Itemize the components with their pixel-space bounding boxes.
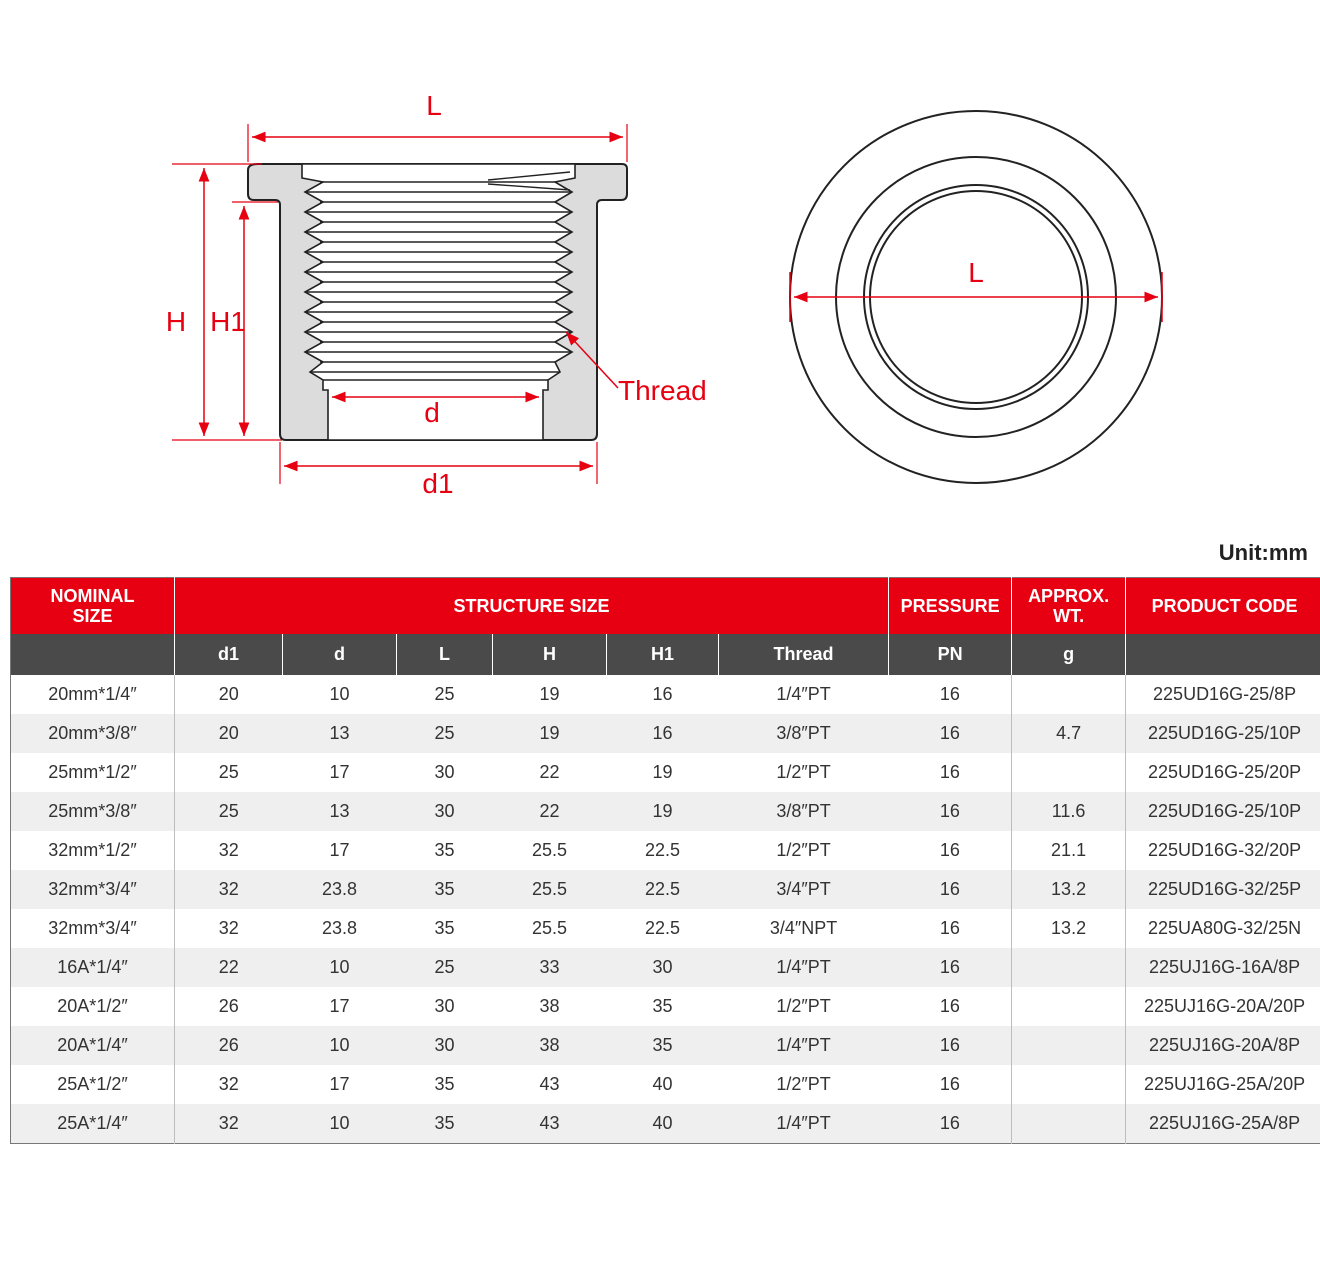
subheader-H: H <box>493 634 607 675</box>
unit-label: Unit:mm <box>1218 540 1308 565</box>
cell-nominal-size: 20mm*1/4″ <box>11 675 175 714</box>
cell-pn: 16 <box>889 1104 1012 1144</box>
cell-pn: 16 <box>889 714 1012 753</box>
cell-product-code: 225UD16G-25/10P <box>1126 792 1320 831</box>
cell-weight <box>1012 948 1126 987</box>
cell-pn: 16 <box>889 831 1012 870</box>
subheader-blank-code <box>1126 634 1320 675</box>
cell-H: 22 <box>539 762 560 782</box>
cell-d1: 32 <box>175 870 283 909</box>
header-pressure: PRESSURE <box>889 578 1012 635</box>
cell-product-code: 225UD16G-32/20P <box>1148 840 1302 860</box>
cell-H1: 30 <box>607 948 719 987</box>
dim-label-d1: d1 <box>422 468 454 499</box>
header-structure-size: STRUCTURE SIZE <box>175 578 889 635</box>
table-row <box>11 1026 1320 1065</box>
cell-L: 25 <box>397 714 493 753</box>
cell-weight: 4.7 <box>1012 714 1126 753</box>
cell-L: 30 <box>397 792 493 831</box>
cell-d: 17 <box>329 1074 350 1094</box>
cell-thread: 1/4″PT <box>776 684 831 704</box>
cell-d1: 20 <box>218 684 239 704</box>
cell-weight <box>1012 987 1126 1026</box>
cell-nominal-size: 16A*1/4″ <box>11 948 175 987</box>
cell-L: 30 <box>434 996 455 1016</box>
cell-product-code: 225UD16G-25/8P <box>1153 684 1297 704</box>
table-row <box>11 987 1320 1026</box>
cell-H: 25.5 <box>531 840 568 860</box>
cell-weight <box>1012 1104 1126 1144</box>
cell-nominal-size: 20mm*3/8″ <box>11 714 175 753</box>
table-row <box>11 909 1320 948</box>
cell-d1: 32 <box>218 918 239 938</box>
cell-nominal-size: 20A*1/4″ <box>11 1026 175 1065</box>
cell-H1: 40 <box>607 1104 719 1144</box>
subheader-blank <box>11 634 175 675</box>
cell-thread: 1/2″PT <box>776 840 831 860</box>
cell-product-code: 225UA80G-32/25N <box>1148 918 1302 938</box>
table-row <box>11 753 1320 792</box>
subheader-L: L <box>397 634 493 675</box>
cell-weight: 13.2 <box>1012 909 1126 948</box>
cell-d1: 32 <box>218 840 239 860</box>
subheader-thread: Thread <box>719 634 889 675</box>
table-row <box>11 831 1320 870</box>
subheader-g: g <box>1012 634 1126 675</box>
dim-label-L: L <box>426 90 442 121</box>
cell-H: 38 <box>539 996 560 1016</box>
cell-H1: 16 <box>607 714 719 753</box>
cell-thread: 3/8″PT <box>719 714 889 753</box>
cell-pn: 16 <box>889 1026 1012 1065</box>
cell-d: 13 <box>283 714 397 753</box>
cell-H1: 16 <box>652 684 673 704</box>
cell-thread: 1/4″PT <box>719 1104 889 1144</box>
spec-table <box>10 577 1320 1144</box>
cell-H1: 22.5 <box>607 870 719 909</box>
cell-d: 10 <box>283 1104 397 1144</box>
header-nominal-size: NOMINAL SIZE <box>11 578 175 635</box>
table-row <box>11 1104 1320 1144</box>
cell-weight <box>1012 1065 1126 1104</box>
cell-weight: 21.1 <box>1012 831 1126 870</box>
cell-H1: 22.5 <box>644 918 681 938</box>
cell-d: 23.8 <box>283 870 397 909</box>
cell-nominal-size: 20A*1/2″ <box>11 987 175 1026</box>
cell-weight: 13.2 <box>1012 870 1126 909</box>
cell-H: 43 <box>493 1104 607 1144</box>
cell-L: 35 <box>434 840 455 860</box>
cell-d: 10 <box>329 684 350 704</box>
cell-L: 35 <box>434 918 455 938</box>
cell-nominal-size: 32mm*1/2″ <box>11 831 175 870</box>
dim-label-d: d <box>424 397 440 428</box>
cell-product-code: 225UD16G-32/25P <box>1126 870 1320 909</box>
cell-nominal-size: 32mm*3/4″ <box>11 909 175 948</box>
cell-L: 35 <box>397 1104 493 1144</box>
cell-H1: 35 <box>607 1026 719 1065</box>
cell-nominal-size: 25A*1/4″ <box>11 1104 175 1144</box>
table-row <box>11 870 1320 909</box>
subheader-d: d <box>283 634 397 675</box>
cell-thread: 1/2″PT <box>776 1074 831 1094</box>
cell-thread: 1/4″PT <box>719 948 889 987</box>
cell-weight <box>1012 675 1126 714</box>
subheader-pn: PN <box>889 634 1012 675</box>
cell-d1: 25 <box>218 762 239 782</box>
cell-d1: 26 <box>175 1026 283 1065</box>
cell-nominal-size: 25mm*1/2″ <box>11 753 175 792</box>
header-row-main <box>11 578 1320 635</box>
cell-d1: 20 <box>175 714 283 753</box>
header-approx-weight: APPROX. WT. <box>1012 578 1126 635</box>
cell-product-code: 225UD16G-25/20P <box>1148 762 1302 782</box>
cell-product-code: 225UJ16G-20A/20P <box>1144 996 1306 1016</box>
end-dim-label-L: L <box>968 257 984 288</box>
cell-thread: 1/2″PT <box>776 762 831 782</box>
cell-L: 25 <box>434 684 455 704</box>
cell-product-code: 225UD16G-25/10P <box>1126 714 1320 753</box>
cell-H: 43 <box>539 1074 560 1094</box>
cell-thread: 3/4″NPT <box>769 918 838 938</box>
cell-pn: 16 <box>889 675 1012 714</box>
cell-nominal-size: 32mm*3/4″ <box>11 870 175 909</box>
cell-thread: 1/2″PT <box>776 996 831 1016</box>
cell-H: 38 <box>493 1026 607 1065</box>
cell-d1: 26 <box>218 996 239 1016</box>
cell-d: 17 <box>329 840 350 860</box>
cell-d: 23.8 <box>321 918 358 938</box>
cell-H1: 35 <box>652 996 673 1016</box>
cell-d: 10 <box>283 948 397 987</box>
cell-H1: 22.5 <box>644 840 681 860</box>
cell-d: 17 <box>329 762 350 782</box>
cell-L: 30 <box>434 762 455 782</box>
cell-pn: 16 <box>889 909 1012 948</box>
cell-product-code: 225UJ16G-25A/20P <box>1144 1074 1306 1094</box>
dim-label-H: H <box>165 306 187 337</box>
side-section-view <box>166 90 707 499</box>
cell-thread: 3/4″PT <box>719 870 889 909</box>
cell-product-code: 225UJ16G-20A/8P <box>1126 1026 1320 1065</box>
cell-weight <box>1012 1026 1126 1065</box>
cell-H: 25.5 <box>531 918 568 938</box>
table-row <box>11 948 1320 987</box>
cell-L: 30 <box>397 1026 493 1065</box>
thread-callout: Thread <box>618 375 707 406</box>
cell-pn: 16 <box>889 753 1012 792</box>
cell-d1: 25 <box>175 792 283 831</box>
table-row <box>11 792 1320 831</box>
cell-pn: 16 <box>889 948 1012 987</box>
cell-d: 17 <box>329 996 350 1016</box>
cell-H1: 19 <box>652 762 673 782</box>
table-row <box>11 714 1320 753</box>
end-view <box>790 111 1162 483</box>
cell-nominal-size: 25A*1/2″ <box>11 1065 175 1104</box>
table-row <box>11 675 1320 714</box>
cell-pn: 16 <box>889 870 1012 909</box>
cell-d1: 32 <box>218 1074 239 1094</box>
cell-pn: 16 <box>889 792 1012 831</box>
cell-nominal-size: 25mm*3/8″ <box>11 792 175 831</box>
header-product-code: PRODUCT CODE <box>1126 578 1320 635</box>
cell-d: 13 <box>283 792 397 831</box>
cell-L: 35 <box>434 1074 455 1094</box>
cell-product-code: 225UJ16G-25A/8P <box>1126 1104 1320 1144</box>
cell-d1: 32 <box>175 1104 283 1144</box>
subheader-d1: d1 <box>175 634 283 675</box>
cell-H: 19 <box>539 684 560 704</box>
cell-H1: 40 <box>652 1074 673 1094</box>
spec-table-body <box>11 675 1320 1144</box>
cell-thread: 1/4″PT <box>719 1026 889 1065</box>
cell-L: 25 <box>397 948 493 987</box>
cell-product-code: 225UJ16G-16A/8P <box>1126 948 1320 987</box>
cell-weight <box>1012 753 1126 792</box>
cell-thread: 3/8″PT <box>719 792 889 831</box>
cell-d: 10 <box>283 1026 397 1065</box>
cell-L: 35 <box>397 870 493 909</box>
cell-H: 19 <box>493 714 607 753</box>
header-row-sub <box>11 634 1320 675</box>
cell-H: 33 <box>493 948 607 987</box>
cell-H: 25.5 <box>493 870 607 909</box>
cell-H: 22 <box>493 792 607 831</box>
cell-d1: 22 <box>175 948 283 987</box>
cell-pn: 16 <box>889 987 1012 1026</box>
subheader-H1: H1 <box>607 634 719 675</box>
cell-pn: 16 <box>889 1065 1012 1104</box>
dim-label-H1: H1 <box>210 306 246 337</box>
cell-H1: 19 <box>607 792 719 831</box>
cell-weight: 11.6 <box>1012 792 1126 831</box>
table-row <box>11 1065 1320 1104</box>
technical-drawing <box>0 0 1320 535</box>
